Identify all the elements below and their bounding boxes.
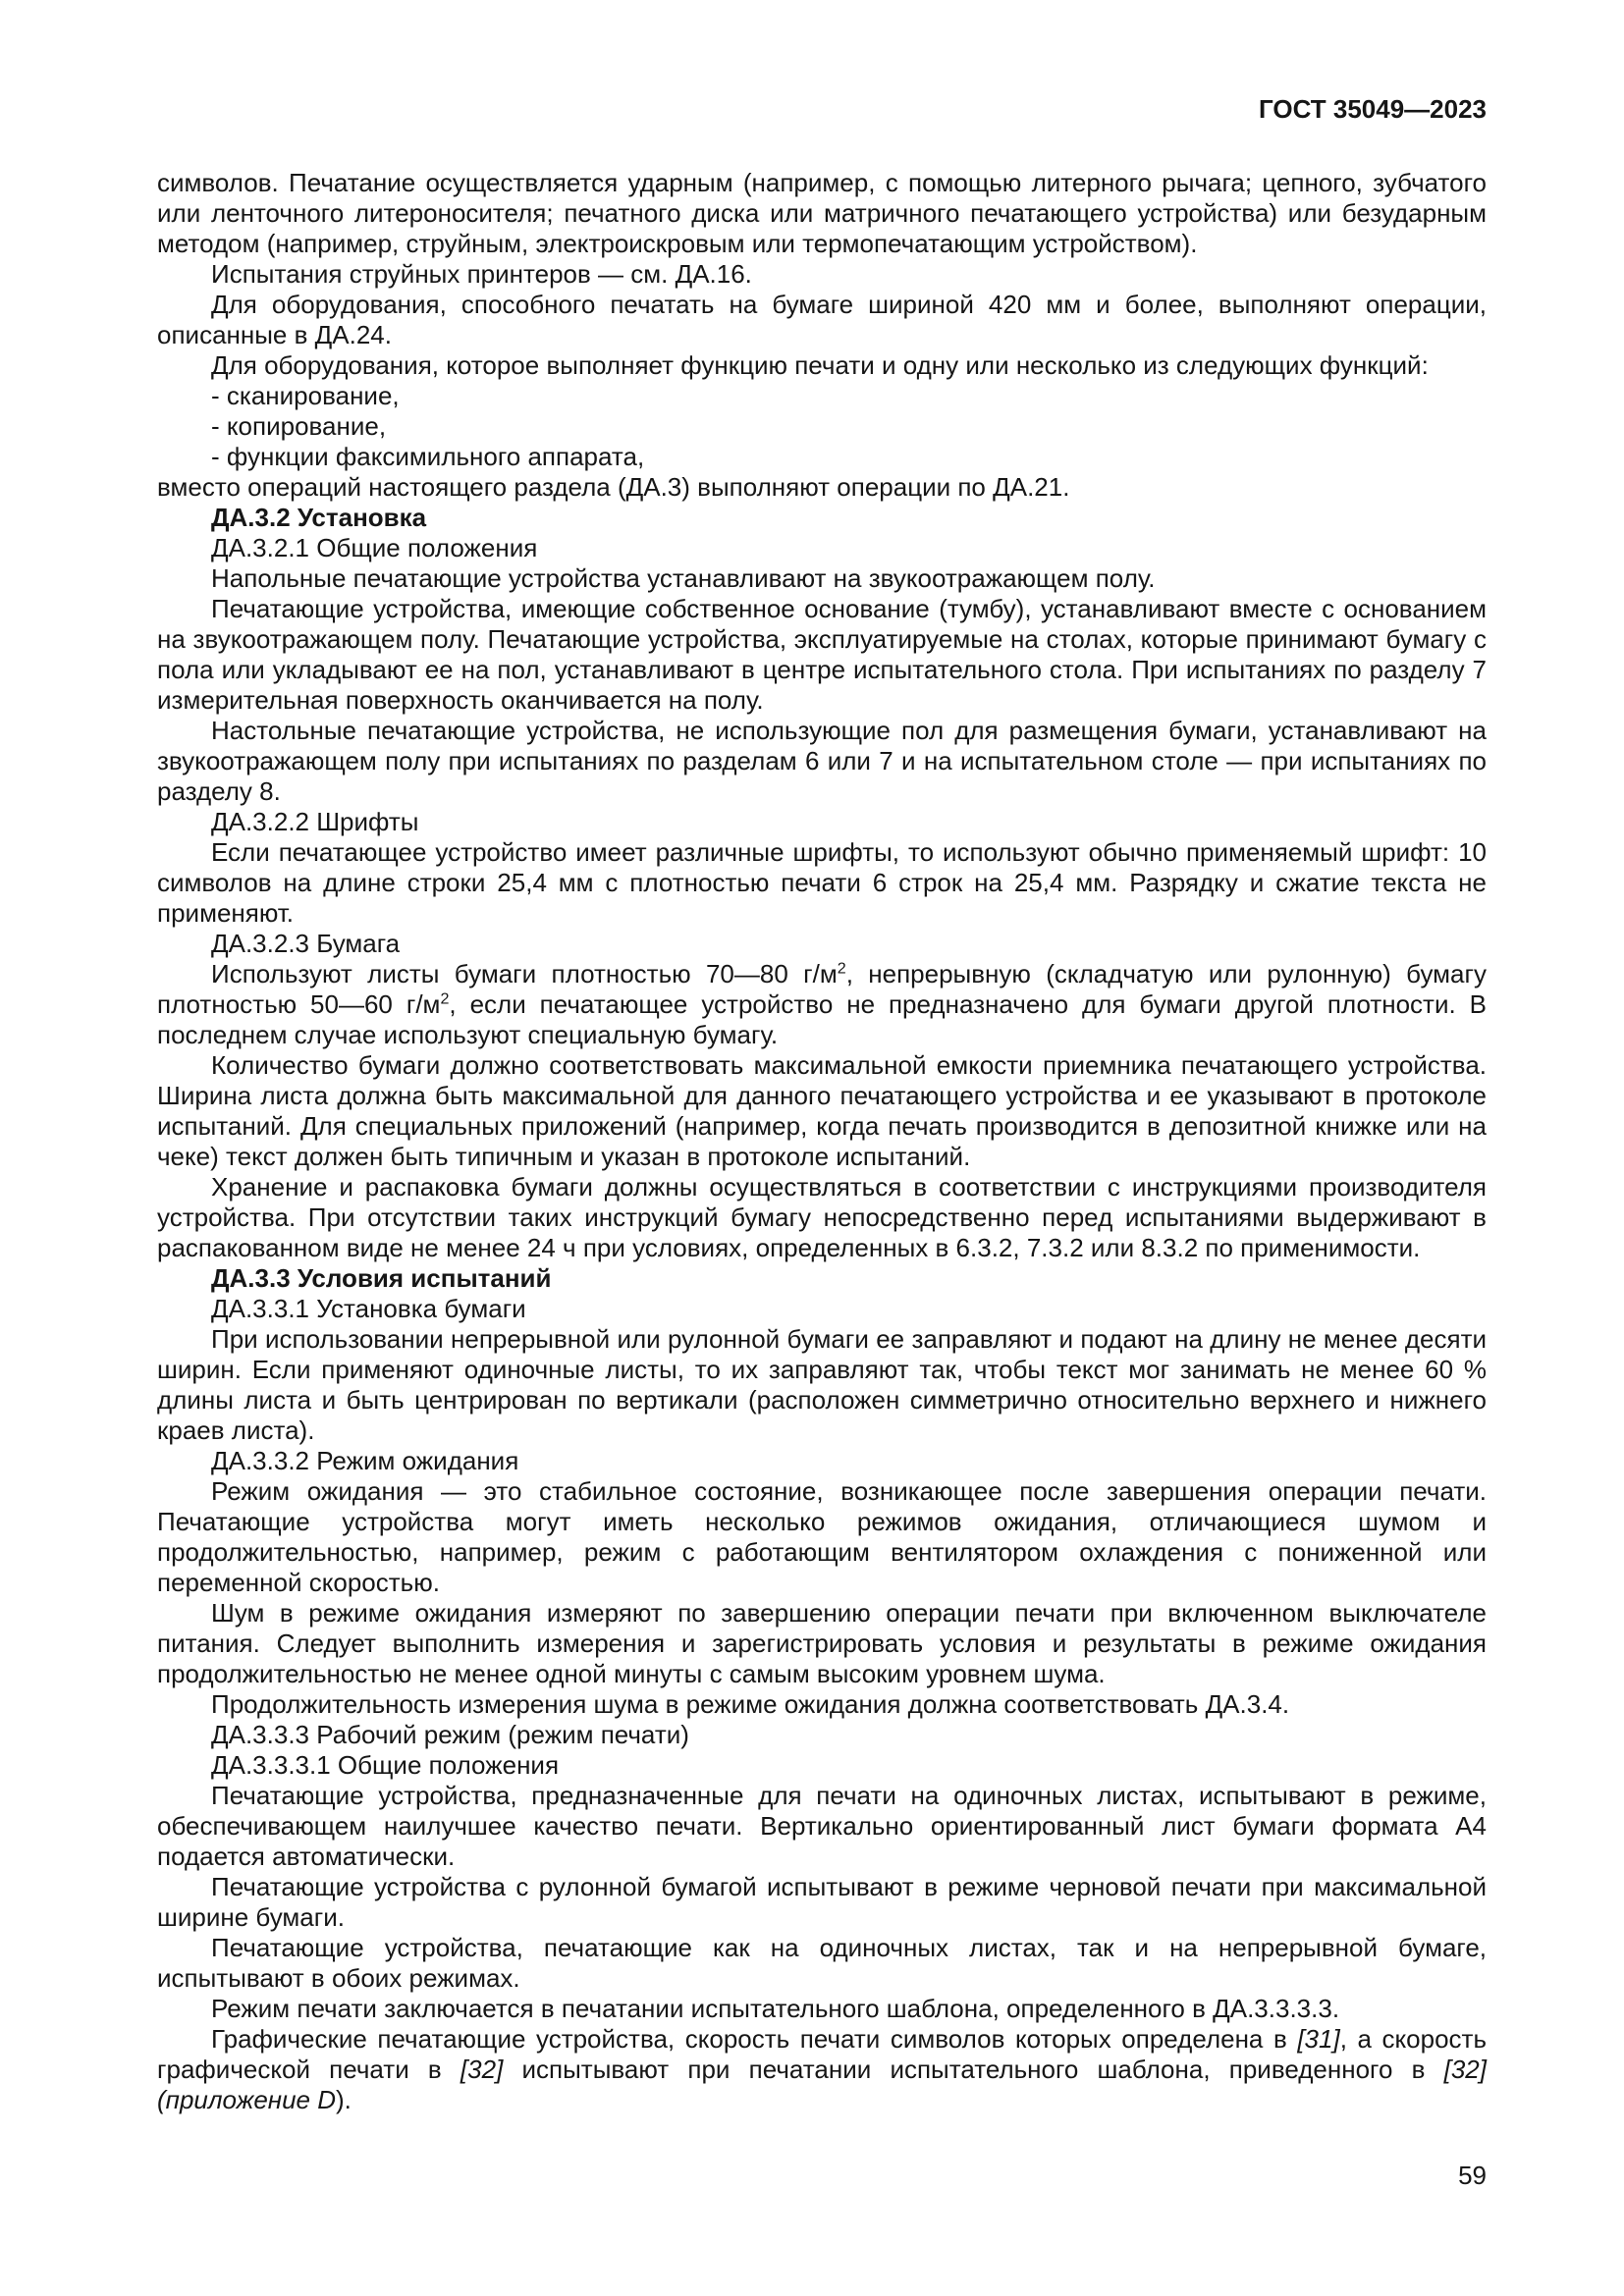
text-run: Печатающие устройства, предназначенные для печати на одиночных листах, испытывают в режиме, обеспечивающем наилучшее качество печати. Вертикально ориентированный лист бумаги формата А4 подается автоматически. [157, 1781, 1487, 1871]
italic-text: (приложение D [157, 2085, 337, 2114]
text-run: Используют листы бумаги плотностью 70—80 г/м [211, 959, 838, 988]
text-run: - копирование, [211, 411, 387, 441]
text-run: ДА.3.2.2 Шрифты [211, 807, 419, 836]
italic-text: [32] [460, 2055, 504, 2084]
document-code: ГОСТ 35049—2023 [1259, 94, 1487, 124]
paragraph [157, 716, 1487, 807]
paragraph [157, 1720, 1487, 1750]
paragraph [157, 1050, 1487, 1172]
section-heading [157, 1263, 1487, 1294]
paragraph [157, 442, 1487, 472]
superscript-text: 2 [440, 989, 450, 1008]
text-run: Настольные печатающие устройства, не использующие пол для размещения бумаги, устанавливают на звукоотражающем полу при испытаниях по разделам 6 или 7 и на испытательном столе — при испытаниях по разделу 8. [157, 716, 1487, 806]
paragraph [157, 533, 1487, 563]
paragraph [157, 837, 1487, 929]
text-run: - функции факсимильного аппарата, [211, 442, 645, 471]
paragraph [157, 350, 1487, 381]
paragraph [157, 1781, 1487, 1872]
italic-text: [32] [1443, 2055, 1487, 2084]
text-run: Напольные печатающие устройства устанавливают на звукоотражающем полу. [211, 563, 1156, 593]
text-run: Печатающие устройства с рулонной бумагой испытывают в режиме черновой печати при максимальной ширине бумаги. [157, 1872, 1487, 1932]
paragraph [157, 929, 1487, 959]
paragraph [157, 1872, 1487, 1933]
paragraph [157, 1598, 1487, 1689]
text-run: , непрерывную (складчатую или рулонную) бумагу плотностью 50—60 г/м [157, 959, 1488, 1019]
text-run: испытывают при печатании испытательного шаблона, приведенного в [503, 2055, 1444, 2084]
text-run: ДА.3.3.1 Установка бумаги [211, 1294, 526, 1323]
text-run: Печатающие устройства, имеющие собственное основание (тумбу), устанавливают вместе с основанием на звукоотражающем полу. Печатающие устройства, эксплуатируемые на столах, которые принимают бумагу с пола или укладывают ее на пол, устанавливают в центре испытательного стола. При испытаниях по разделу 7 измерительная поверхность оканчивается на полу. [157, 594, 1487, 715]
text-run: , а скорость графической печати в [157, 2024, 1487, 2084]
paragraph [157, 563, 1487, 594]
paragraph [157, 1933, 1487, 1994]
paragraph [157, 807, 1487, 837]
text-run: При использовании непрерывной или рулонной бумаги ее заправляют и подают на длину не менее десяти ширин. Если применяют одиночные листы, то их заправляют так, чтобы текст мог занимать не менее 60 % длины листа и быть центрирован по вертикали (расположен симметрично относительно верхнего и нижнего краев листа). [157, 1324, 1487, 1445]
text-run: - сканирование, [211, 381, 400, 410]
paragraph [157, 472, 1487, 503]
text-run: Режим ожидания — это стабильное состояние, возникающее после завершения операции печати. Печатающие устройства могут иметь несколько режимов ожидания, отличающиеся шумом и продолжительностью, например, режим с работающим вентилятором охлаждения с пониженной или переменной скоростью. [157, 1476, 1487, 1597]
text-run: Если печатающее устройство имеет различные шрифты, то используют обычно применяемый шрифт: 10 символов на длине строки 25,4 мм с плотностью печати 6 строк на 25,4 мм. Разрядку и сжатие текста не применяют. [157, 837, 1487, 928]
page-number: 59 [1458, 2161, 1487, 2190]
text-run: Хранение и распаковка бумаги должны осуществляться в соответствии с инструкциями производителя устройства. При отсутствии таких инструкций бумагу непосредственно перед испытаниями выдерживают в распакованном виде не менее 24 ч при условиях, определенных в 6.3.2, 7.3.2 или 8.3.2 по применимости. [157, 1172, 1487, 1262]
text-run: ДА.3.3 Условия испытаний [211, 1263, 552, 1293]
paragraph [157, 594, 1487, 716]
paragraph [157, 1172, 1487, 1263]
text-run: ДА.3.3.2 Режим ожидания [211, 1446, 519, 1475]
text-run: Режим печати заключается в печатании испытательного шаблона, определенного в ДА.3.3.3.3. [211, 1994, 1340, 2023]
page-footer [157, 2161, 1487, 2191]
paragraph [157, 290, 1487, 350]
paragraph [157, 1324, 1487, 1446]
text-run: Печатающие устройства, печатающие как на одиночных листах, так и на непрерывной бумаге, испытывают в обоих режимах. [157, 1933, 1487, 1993]
text-run: Испытания струйных принтеров — см. ДА.16. [211, 259, 752, 289]
text-run: Количество бумаги должно соответствовать максимальной емкости приемника печатающего устройства. Ширина листа должна быть максимальной для данного печатающего устройства и ее указывают в протоколе испытаний. Для специальных приложений (например, когда печать производится в депозитной книжке или на чеке) текст должен быть типичным и указан в протоколе испытаний. [157, 1050, 1487, 1171]
text-run: Для оборудования, которое выполняет функцию печати и одну или несколько из следующих функций: [211, 350, 1429, 380]
text-run: ДА.3.2 Установка [211, 503, 427, 532]
paragraph [157, 1446, 1487, 1476]
paragraph [157, 1294, 1487, 1324]
superscript-text: 2 [837, 959, 846, 978]
text-run: , если печатающее устройство не предназначено для бумаги другой плотности. В последнем случае используют специальную бумагу. [157, 989, 1488, 1049]
paragraph [157, 411, 1487, 442]
text-run: ДА.3.2.1 Общие положения [211, 533, 538, 562]
italic-text: [31] [1297, 2024, 1340, 2054]
text-run: ). [336, 2085, 352, 2114]
text-run: Для оборудования, способного печатать на бумаге шириной 420 мм и более, выполняют операции, описанные в ДА.24. [157, 290, 1487, 349]
text-run: Продолжительность измерения шума в режиме ожидания должна соответствовать ДА.3.4. [211, 1689, 1290, 1719]
paragraph [157, 959, 1487, 1050]
document-body [157, 168, 1487, 2115]
paragraph [157, 1994, 1487, 2024]
text-run: Графические печатающие устройства, скорость печати символов которых определена в [211, 2024, 1298, 2054]
text-run: Шум в режиме ожидания измеряют по завершению операции печати при включенном выключателе питания. Следует выполнить измерения и зарегистрировать условия и результаты в режиме ожидания продолжительностью не менее одной минуты с самым высоким уровнем шума. [157, 1598, 1487, 1688]
page-header [157, 94, 1487, 125]
paragraph [157, 168, 1487, 259]
text-run: символов. Печатание осуществляется ударным (например, с помощью литерного рычага; цепного, зубчатого или ленточного литероносителя; печатного диска или матричного печатающего устройства) или безударным методом (например, струйным, электроискровым или термопечатающим устройством). [157, 168, 1487, 258]
paragraph [157, 1750, 1487, 1781]
text-run: вместо операций настоящего раздела (ДА.3) выполняют операции по ДА.21. [157, 472, 1070, 502]
paragraph [157, 1689, 1487, 1720]
paragraph [157, 2024, 1487, 2115]
paragraph [157, 259, 1487, 290]
paragraph [157, 381, 1487, 411]
paragraph [157, 1476, 1487, 1598]
section-heading [157, 503, 1487, 533]
text-run: ДА.3.3.3 Рабочий режим (режим печати) [211, 1720, 689, 1749]
text-run: ДА.3.2.3 Бумага [211, 929, 401, 958]
text-run: ДА.3.3.3.1 Общие положения [211, 1750, 560, 1780]
